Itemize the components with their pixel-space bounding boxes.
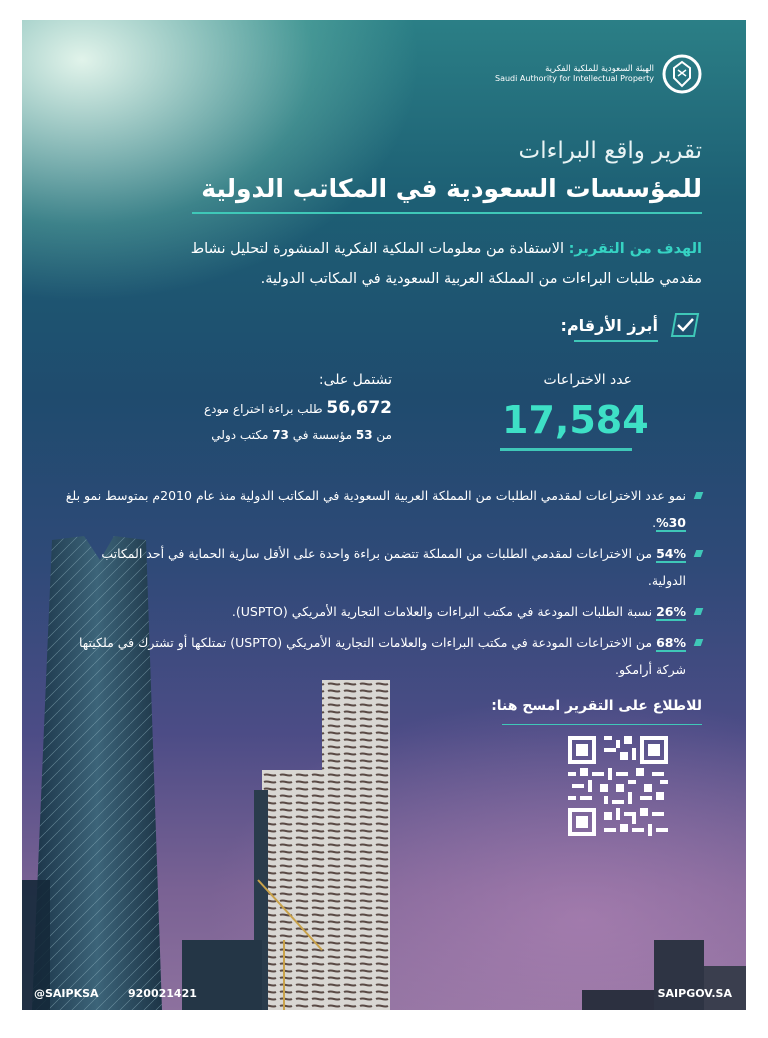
applications-text: طلب براءة اختراع مودع <box>203 402 327 416</box>
goal-label: الهدف من التقرير: <box>568 241 702 257</box>
scan-underline <box>502 724 702 725</box>
applications-line <box>204 398 392 418</box>
applications-value: 56,672 <box>326 398 392 418</box>
inventions-value: 17,584 <box>502 398 649 442</box>
phone-number: 920021421 <box>128 987 197 1000</box>
highlights-underline <box>574 340 658 342</box>
logo-text <box>495 64 654 84</box>
saip-emblem-icon <box>662 54 702 94</box>
finding-item: 68% من الاختراعات المودعة في مكتب البراءات والعلامات التجارية الأمريكي (USPTO) تمتلكها أو تشترك في ملكيتها شركة أرامكو. <box>62 629 702 683</box>
offices-value: 73 <box>272 428 289 442</box>
report-goal <box>182 234 702 294</box>
social-handle: @SAIPKSA <box>34 987 99 1000</box>
institutions-mid: مؤسسة في <box>288 428 356 442</box>
finding-item: 26% نسبة الطلبات المودعة في مكتب البراءات والعلامات التجارية الأمريكي (USPTO). <box>62 598 702 625</box>
inventions-label: عدد الاختراعات <box>543 372 632 388</box>
finding-item: 54% من الاختراعات لمقدمي الطلبات من المملكة تتضمن براءة واحدة على الأقل سارية الحماية في أحد المكاتب الدولية. <box>62 540 702 594</box>
logo-name-en: Saudi Authority for Intellectual Property <box>495 74 654 83</box>
inventions-underline <box>500 448 632 451</box>
institutions-suffix: مكتب دولي <box>211 428 273 442</box>
findings-list <box>62 482 702 687</box>
report-title-line1: تقرير واقع البراءات <box>518 138 702 164</box>
check-icon <box>668 308 702 342</box>
logo-name-ar: الهيئة السعودية للملكية الفكرية <box>545 64 654 74</box>
finding-item: نمو عدد الاختراعات لمقدمي الطلبات من المملكة العربية السعودية في المكاتب الدولية منذ عام 2010م بمتوسط نمو بلغ 30%. <box>62 482 702 536</box>
saip-logo <box>495 54 702 94</box>
includes-label: تشتمل على: <box>318 372 392 388</box>
scan-instruction: للاطلاع على التقرير امسح هنا: <box>491 698 702 714</box>
institutions-line <box>211 428 392 442</box>
website: SAIPGOV.SA <box>657 987 732 1000</box>
institutions-value: 53 <box>355 428 373 442</box>
report-poster <box>22 20 746 1010</box>
report-title-line2: للمؤسسات السعودية في المكاتب الدولية <box>201 174 702 203</box>
qr-code[interactable] <box>568 736 668 836</box>
title-underline <box>192 212 702 214</box>
institutions-prefix: من <box>372 428 392 442</box>
goal-text: الاستفادة من معلومات الملكية الفكرية المنشورة لتحليل نشاط مقدمي طلبات البراءات من المملكة العربية السعودية في المكاتب الدولية. <box>190 241 702 287</box>
highlights-title: أبرز الأرقام: <box>560 316 658 335</box>
